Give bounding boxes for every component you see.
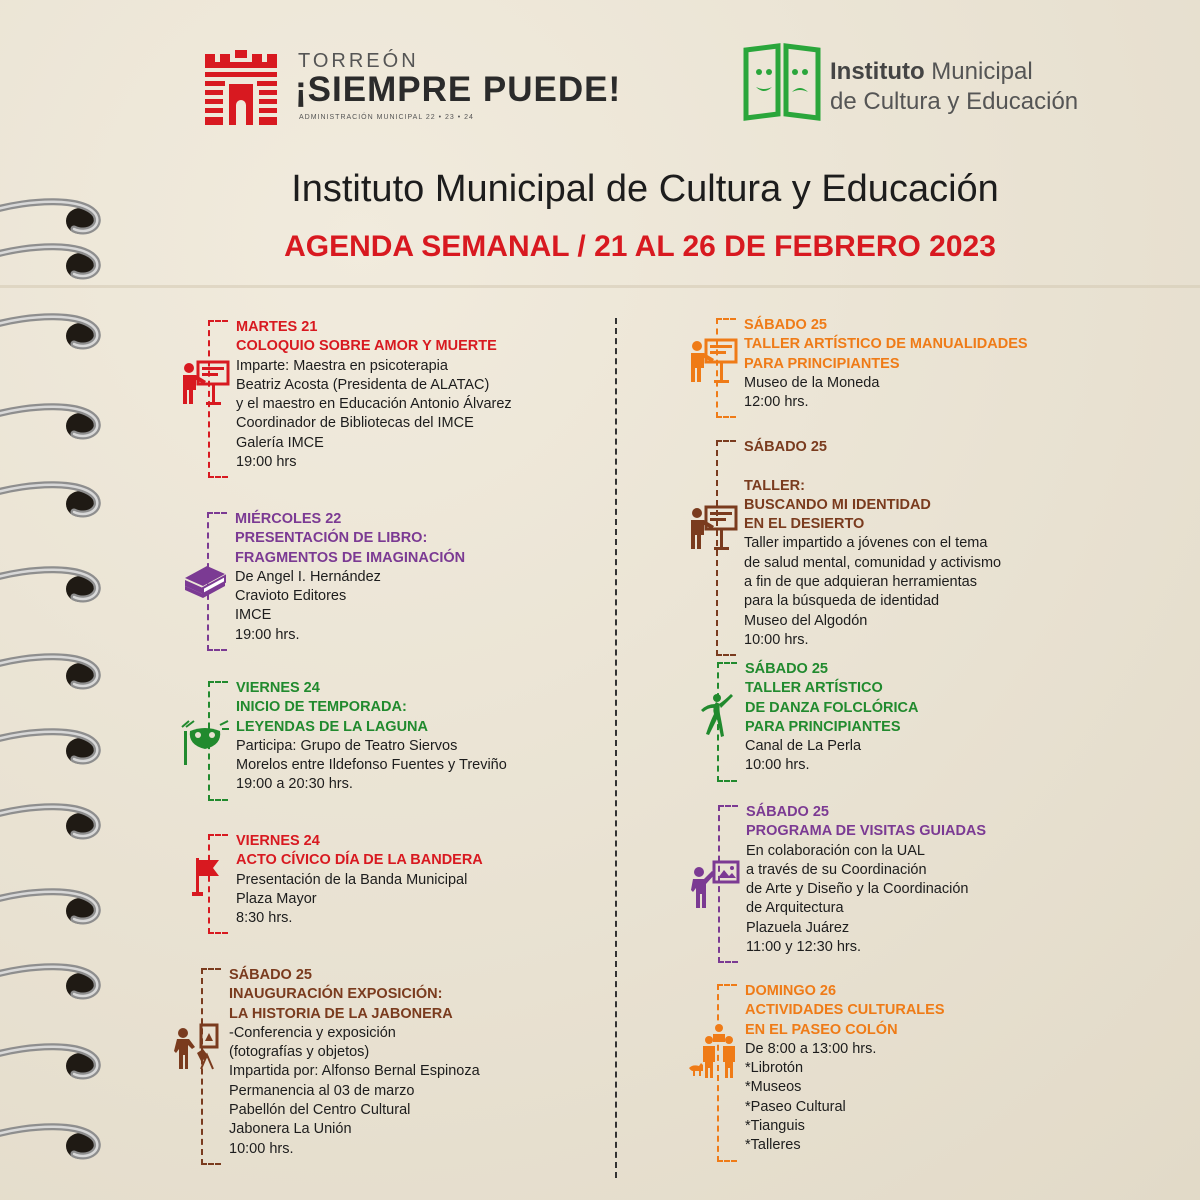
exhibition-icon bbox=[173, 1021, 223, 1071]
event-detail: 10:00 hrs. bbox=[744, 631, 809, 648]
event-detail: Museo de la Moneda bbox=[744, 374, 880, 391]
torreon-slogan: ¡SIEMPRE PUEDE! bbox=[295, 70, 622, 109]
event-detail: En colaboración con la UAL bbox=[746, 842, 925, 859]
event-detail: Museo del Algodón bbox=[744, 612, 868, 629]
event-detail: Plazuela Juárez bbox=[746, 919, 850, 936]
event-detail: Coordinador de Bibliotecas del IMCE bbox=[236, 415, 474, 432]
event-title: EN EL DESIERTO bbox=[744, 516, 865, 533]
paper-fold-line bbox=[0, 285, 1200, 288]
event-detail: 12:00 hrs. bbox=[744, 394, 809, 411]
book-icon bbox=[179, 550, 229, 600]
event-title bbox=[744, 457, 1001, 476]
agenda-subtitle: AGENDA SEMANAL / 21 AL 26 DE FEBRERO 2023 bbox=[284, 230, 996, 263]
event-date: VIERNES 24 bbox=[236, 680, 320, 696]
event-date: SÁBADO 25 bbox=[744, 317, 827, 333]
spiral-ring bbox=[0, 800, 115, 844]
event-detail: *Librotón bbox=[745, 1060, 804, 1077]
spiral-ring bbox=[0, 563, 115, 607]
event-detail: Galería IMCE bbox=[236, 434, 324, 451]
event-date: SÁBADO 25 bbox=[229, 967, 312, 983]
event-detail: Taller impartido a jóvenes con el tema bbox=[744, 535, 988, 552]
event-title: LEYENDAS DE LA LAGUNA bbox=[236, 718, 428, 735]
spiral-ring bbox=[0, 1120, 115, 1164]
dancer-icon bbox=[689, 690, 739, 740]
event-title: LA HISTORIA DE LA JABONERA bbox=[229, 1005, 453, 1022]
event-detail: 8:30 hrs. bbox=[236, 910, 293, 927]
event-detail: 19:00 hrs. bbox=[235, 626, 300, 643]
event-detail: a fin de que adquieran herramientas bbox=[744, 574, 977, 591]
event-detail: Pabellón del Centro Cultural bbox=[229, 1102, 411, 1119]
event-item bbox=[235, 510, 465, 645]
spiral-ring bbox=[0, 885, 115, 929]
event-title: PARA PRINCIPIANTES bbox=[744, 355, 900, 372]
event-detail: Presentación de la Banda Municipal bbox=[236, 871, 468, 888]
presenter-icon bbox=[180, 358, 230, 408]
event-detail: 10:00 hrs. bbox=[745, 757, 810, 774]
event-detail: Participa: Grupo de Teatro Siervos bbox=[236, 737, 458, 754]
event-date: DOMINGO 26 bbox=[745, 983, 837, 999]
event-detail: De 8:00 a 13:00 hrs. bbox=[745, 1040, 877, 1057]
event-title: DE DANZA FOLCLÓRICA bbox=[745, 699, 919, 716]
event-item bbox=[745, 982, 945, 1156]
event-detail: *Talleres bbox=[745, 1137, 801, 1154]
event-detail: -Conferencia y exposición bbox=[229, 1024, 396, 1041]
event-title: PROGRAMA DE VISITAS GUIADAS bbox=[746, 823, 987, 840]
event-title: PARA PRINCIPIANTES bbox=[745, 718, 901, 735]
event-detail: Morelos entre Ildefonso Fuentes y Treviño bbox=[236, 757, 507, 774]
event-title: EN EL PASEO COLÓN bbox=[745, 1021, 898, 1038]
event-item bbox=[745, 660, 918, 776]
event-detail: de Arte y Diseño y la Coordinación bbox=[746, 881, 969, 898]
event-detail: de Arquitectura bbox=[746, 900, 844, 917]
event-detail: Beatriz Acosta (Presidenta de ALATAC) bbox=[236, 376, 490, 393]
event-item bbox=[744, 438, 1001, 650]
event-detail: 11:00 y 12:30 hrs. bbox=[746, 939, 862, 956]
spiral-ring bbox=[0, 1040, 115, 1084]
spiral-ring bbox=[0, 310, 115, 354]
event-detail: Imparte: Maestra en psicoterapia bbox=[236, 357, 448, 374]
event-detail: 10:00 hrs. bbox=[229, 1140, 294, 1157]
torreon-logo bbox=[203, 48, 663, 128]
column-divider bbox=[615, 318, 617, 1178]
spiral-ring bbox=[0, 960, 115, 1004]
event-item bbox=[744, 316, 1028, 412]
event-detail: Canal de La Perla bbox=[745, 738, 862, 755]
imce-name-line1: Instituto Municipal bbox=[830, 58, 1033, 85]
event-title: COLOQUIO SOBRE AMOR Y MUERTE bbox=[236, 338, 497, 355]
event-date: MIÉRCOLES 22 bbox=[235, 511, 342, 527]
event-detail: Jabonera La Unión bbox=[229, 1121, 352, 1138]
event-detail: IMCE bbox=[235, 607, 272, 624]
family-icon bbox=[689, 1022, 739, 1072]
flag-icon bbox=[180, 852, 230, 902]
event-detail: 19:00 a 20:30 hrs. bbox=[236, 776, 353, 793]
spiral-ring bbox=[0, 478, 115, 522]
torreon-wordmark: TORREÓN bbox=[298, 50, 419, 72]
event-date: SÁBADO 25 bbox=[744, 439, 827, 455]
imce-logo bbox=[742, 40, 1102, 130]
spiral-ring bbox=[0, 400, 115, 444]
event-title: ACTO CÍVICO DÍA DE LA BANDERA bbox=[236, 852, 483, 869]
event-detail: *Museos bbox=[745, 1079, 802, 1096]
event-item bbox=[746, 803, 986, 957]
event-title: BUSCANDO MI IDENTIDAD bbox=[744, 496, 931, 513]
event-detail: Impartida por: Alfonso Bernal Espinoza bbox=[229, 1063, 480, 1080]
castle-icon bbox=[203, 50, 281, 128]
event-item bbox=[236, 679, 507, 795]
event-detail: Permanencia al 03 de marzo bbox=[229, 1082, 415, 1099]
presenter-icon bbox=[688, 336, 738, 386]
event-detail: Cravioto Editores bbox=[235, 588, 347, 605]
event-date: MARTES 21 bbox=[236, 319, 318, 335]
event-detail: De Angel I. Hernández bbox=[235, 568, 381, 585]
event-title: TALLER ARTÍSTICO DE MANUALIDADES bbox=[744, 336, 1028, 353]
event-detail: (fotografías y objetos) bbox=[229, 1044, 370, 1061]
event-detail: y el maestro en Educación Antonio Álvarez bbox=[236, 396, 512, 413]
event-title: PRESENTACIÓN DE LIBRO: bbox=[235, 530, 428, 547]
event-title: FRAGMENTOS DE IMAGINACIÓN bbox=[235, 549, 466, 566]
event-title: INICIO DE TEMPORADA: bbox=[236, 699, 407, 716]
event-detail: a través de su Coordinación bbox=[746, 861, 927, 878]
event-detail: para la búsqueda de identidad bbox=[744, 593, 940, 610]
event-detail: Plaza Mayor bbox=[236, 890, 317, 907]
event-detail: *Tianguis bbox=[745, 1118, 805, 1135]
event-date: VIERNES 24 bbox=[236, 833, 320, 849]
event-title: TALLER: bbox=[744, 477, 805, 494]
torreon-admin-caption: ADMINISTRACIÓN MUNICIPAL 22 • 23 • 24 bbox=[299, 114, 474, 121]
event-item bbox=[236, 832, 483, 928]
event-item bbox=[236, 318, 512, 472]
event-title: INAUGURACIÓN EXPOSICIÓN: bbox=[229, 986, 443, 1003]
event-detail: de salud mental, comunidad y activismo bbox=[744, 554, 1002, 571]
event-title: TALLER ARTÍSTICO bbox=[745, 680, 883, 697]
spiral-ring bbox=[0, 725, 115, 769]
imce-name-line2: de Cultura y Educación bbox=[830, 88, 1079, 115]
theater-mask-icon bbox=[180, 717, 230, 767]
presenter-icon bbox=[688, 503, 738, 553]
guided-visit-icon bbox=[690, 858, 740, 908]
event-date: SÁBADO 25 bbox=[746, 804, 829, 820]
event-title: ACTIVIDADES CULTURALES bbox=[745, 1002, 945, 1019]
page-title: Instituto Municipal de Cultura y Educación bbox=[291, 168, 999, 210]
event-detail: *Paseo Cultural bbox=[745, 1098, 846, 1115]
event-item bbox=[229, 966, 480, 1159]
open-book-masks-icon bbox=[742, 42, 822, 122]
spiral-ring bbox=[0, 650, 115, 694]
event-date: SÁBADO 25 bbox=[745, 661, 828, 677]
event-detail: 19:00 hrs bbox=[236, 454, 297, 471]
